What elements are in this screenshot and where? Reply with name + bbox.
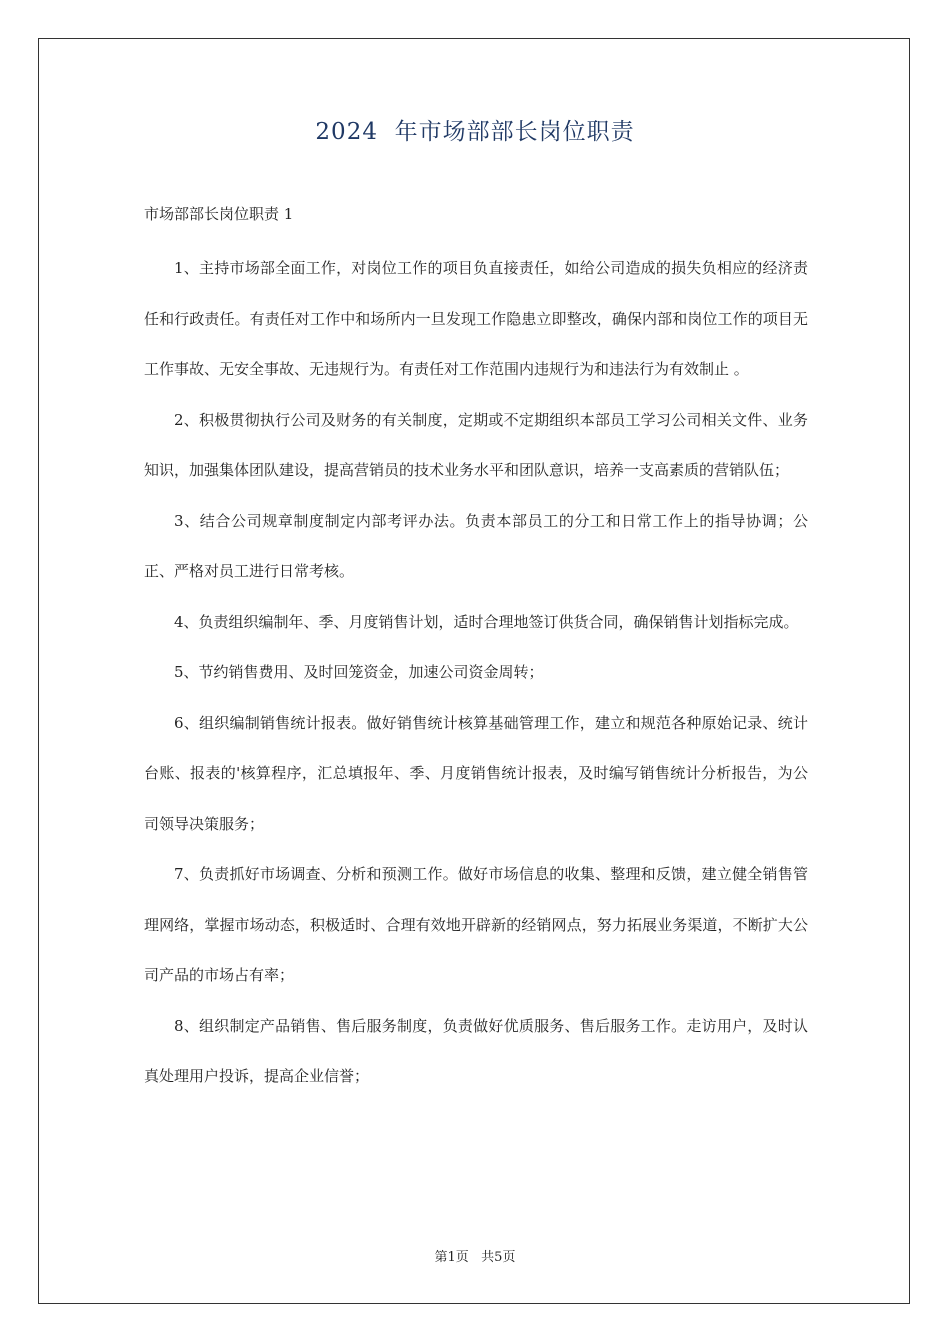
paragraph-2: 2、积极贯彻执行公司及财务的有关制度，定期或不定期组织本部员工学习公司相关文件、业务知识，加强集体团队建设，提高营销员的技术业务水平和团队意识，培养一支高素质的营销队伍；	[144, 410, 808, 479]
paragraph-5: 5、节约销售费用、及时回笼资金，加速公司资金周转；	[174, 663, 544, 681]
document-title: 2024 年市场部部长岗位职责	[315, 119, 635, 145]
paragraph-6: 6、组织编制销售统计报表。做好销售统计核算基础管理工作，建立和规范各种原始记录、统计台账、报表的'核算程序，汇总填报年、季、月度销售统计报表，及时编写销售统计分析报告，为公司领导决策服务；	[144, 713, 808, 833]
paragraph-7: 7、负责抓好市场调查、分析和预测工作。做好市场信息的收集、整理和反馈，建立健全销售管理网络，掌握市场动态，积极适时、合理有效地开辟新的经销网点，努力拓展业务渠道，不断扩大公司产品的市场占有率；	[144, 865, 808, 984]
paragraph-1: 1、主持市场部全面工作，对岗位工作的项目负直接责任，如给公司造成的损失负相应的经济责任和行政责任。有责任对工作中和场所内一旦发现工作隐患立即整改，确保内部和岗位工作的项目无工作事故、无安全事故、无违规行为。有责任对工作范围内违规行为和违法行为有效制止 。	[144, 259, 808, 378]
document-body	[144, 243, 808, 1102]
page-number-footer: 第1页 共5页	[434, 1250, 516, 1265]
paragraph-3: 3、结合公司规章制度制定内部考评办法。负责本部员工的分工和日常工作上的指导协调；公正、严格对员工进行日常考核。	[144, 511, 808, 580]
section-heading: 市场部部长岗位职责 1	[144, 205, 294, 223]
paragraph-4: 4、负责组织编制年、季、月度销售计划，适时合理地签订供货合同，确保销售计划指标完成。	[174, 612, 799, 631]
paragraph-8: 8、组织制定产品销售、售后服务制度，负责做好优质服务、售后服务工作。走访用户，及时认真处理用户投诉，提高企业信誉；	[144, 1016, 808, 1085]
